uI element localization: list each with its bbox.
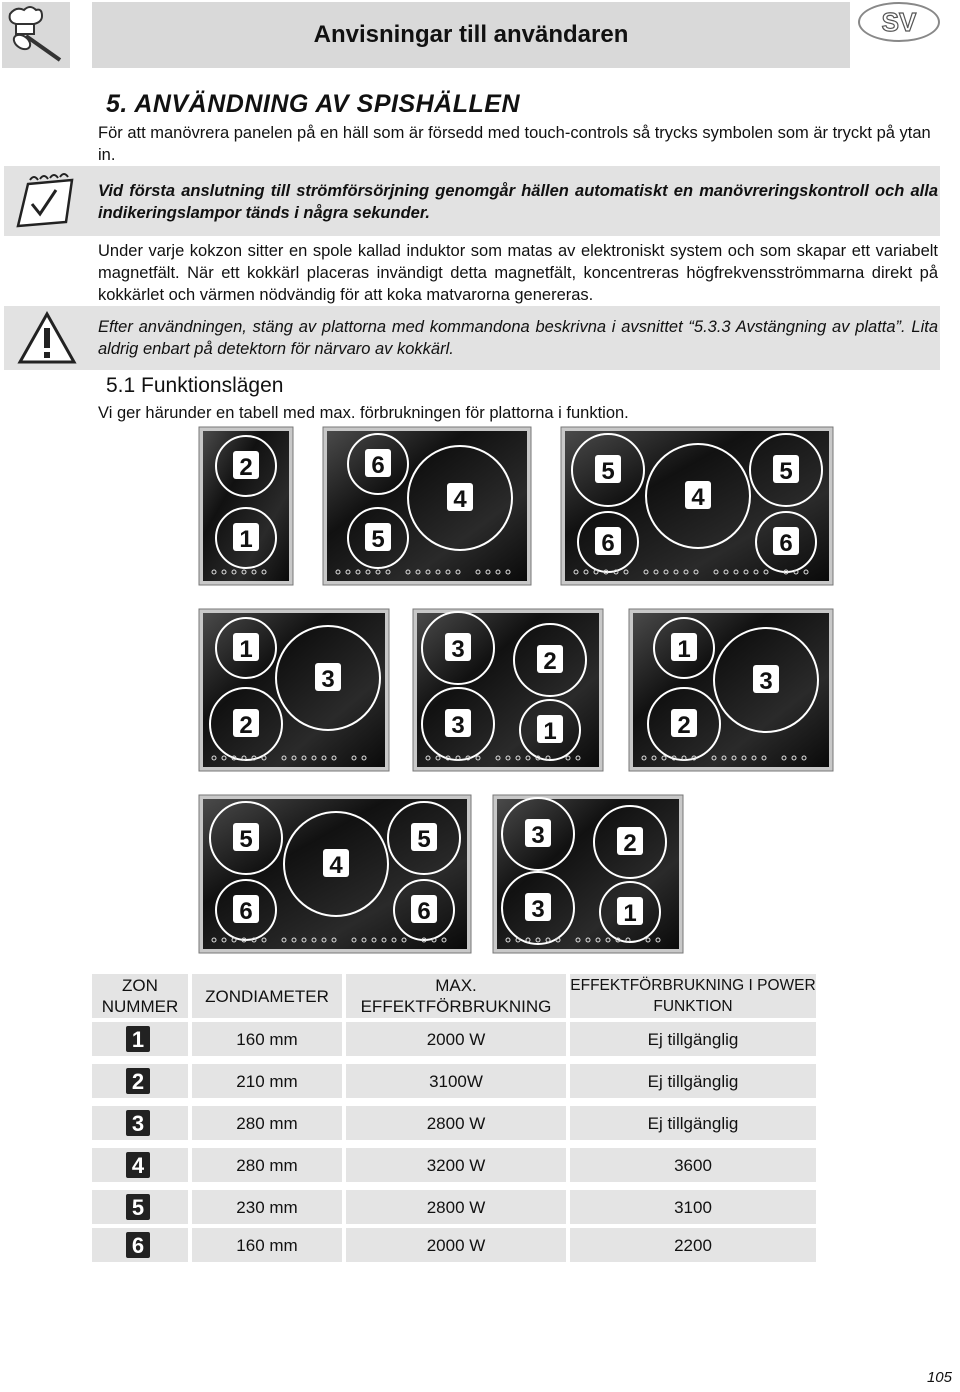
zone-number: 3 (759, 668, 773, 695)
zone-number: 5 (239, 826, 253, 853)
table-cell-diameter: 280 mm (192, 1106, 342, 1140)
zone-number: 1 (623, 900, 637, 927)
table-zone-cell (92, 1190, 188, 1224)
table-cell-power: 2200 (570, 1228, 816, 1262)
hob-diagram (560, 426, 834, 586)
table-cell-power: Ej tillgänglig (570, 1064, 816, 1098)
zone-number: 1 (239, 636, 253, 663)
table-cell-power: Ej tillgänglig (570, 1022, 816, 1056)
hob-diagram (492, 794, 684, 954)
zone-number-badge: 3 (126, 1110, 150, 1136)
table-zone-cell (92, 1148, 188, 1182)
zone-number: 2 (239, 454, 253, 481)
zone-number: 5 (779, 458, 793, 485)
hob-diagram (412, 608, 604, 772)
table-cell-max: 3100W (346, 1064, 566, 1098)
zone-number: 4 (691, 484, 705, 511)
zone-number: 6 (239, 898, 253, 925)
zone-number-badge: 5 (126, 1194, 150, 1220)
section-title: 5. ANVÄNDNING AV SPISHÄLLEN (106, 90, 521, 118)
zone-number: 3 (531, 822, 545, 849)
zone-number: 6 (417, 898, 431, 925)
chef-spoon-icon (2, 2, 70, 68)
zone-number: 3 (451, 636, 465, 663)
zone-number: 2 (623, 830, 637, 857)
first-connection-note: Vid första anslutning till strömförsörjning genomgår hällen automatiskt en manövreringskontroll och alla indikeringslampor tänds i några sekunder. (98, 182, 938, 222)
table-cell-max: 2000 W (346, 1022, 566, 1056)
table-cell-max: 3200 W (346, 1148, 566, 1182)
table-header-cell: EFFEKTFÖRBRUKNING I POWER FUNKTION (570, 974, 816, 1018)
hob-diagram (322, 426, 532, 586)
table-header-cell: ZON NUMMER (92, 974, 188, 1018)
language-badge: SV (858, 2, 940, 42)
warning-text: Efter användningen, stäng av plattorna med kommandona beskrivna i avsnittet “5.3.3 Avstängning av platta”. Lita aldrig enbart på detektorn för närvaro av kokkärl. (98, 318, 938, 358)
zone-number-badge: 2 (126, 1068, 150, 1094)
zone-number-badge: 6 (126, 1232, 150, 1258)
table-cell-power: 3600 (570, 1148, 816, 1182)
zone-number-badge: 1 (126, 1026, 150, 1052)
table-cell-diameter: 210 mm (192, 1064, 342, 1098)
zone-number: 2 (677, 712, 691, 739)
zone-number: 6 (601, 530, 615, 557)
zone-number: 4 (329, 852, 343, 879)
zone-number: 5 (371, 526, 385, 553)
page-number: 105 (926, 1369, 952, 1386)
subsection-title: 5.1 Funktionslägen (106, 374, 284, 397)
subsection-intro: Vi ger härunder en tabell med max. förbrukningen för plattorna i funktion. (98, 404, 629, 422)
logo-box (2, 2, 70, 68)
zone-number: 6 (371, 452, 385, 479)
hob-diagram (628, 608, 834, 772)
table-header-cell: MAX. EFFEKTFÖRBRUKNING (346, 974, 566, 1018)
table-cell-diameter: 280 mm (192, 1148, 342, 1182)
induction-body-text: Under varje kokzon sitter en spole kallad induktor som matas av elektroniskt system och som skapar ett variabelt magnetfält. När ett kokkärl placeras invändigt detta magnetfält, koncentreras högfrekvensströmmarna direkt på kokkärlet och värmen nödvändig för att koka matvarorna genereras. (98, 242, 938, 304)
zone-number: 3 (531, 896, 545, 923)
table-header-cell: ZONDIAMETER (192, 974, 342, 1018)
zone-number: 3 (321, 666, 335, 693)
table-cell-power: Ej tillgänglig (570, 1106, 816, 1140)
zone-number-badge: 4 (126, 1152, 150, 1178)
table-zone-cell (92, 1064, 188, 1098)
zone-number: 2 (239, 712, 253, 739)
table-cell-power: 3100 (570, 1190, 816, 1224)
hob-diagram (198, 608, 390, 772)
notepad-check-icon (14, 170, 76, 232)
zone-number: 2 (543, 648, 557, 675)
hob-diagram (198, 426, 294, 586)
zone-number: 5 (417, 826, 431, 853)
table-cell-diameter: 160 mm (192, 1022, 342, 1056)
table-zone-cell (92, 1022, 188, 1056)
zone-number: 1 (543, 718, 557, 745)
intro-text: För att manövrera panelen på en häll som är försedd med touch-controls så trycks symbolen som är tryckt på ytan in. (98, 124, 931, 164)
zone-number: 5 (601, 458, 615, 485)
table-zone-cell (92, 1106, 188, 1140)
hob-diagram (198, 794, 472, 954)
table-cell-diameter: 160 mm (192, 1228, 342, 1262)
table-cell-max: 2000 W (346, 1228, 566, 1262)
table-cell-max: 2800 W (346, 1190, 566, 1224)
zone-number: 1 (677, 636, 691, 663)
zone-number: 6 (779, 530, 793, 557)
page-title: Anvisningar till användaren (92, 2, 850, 68)
zone-number: 3 (451, 712, 465, 739)
table-zone-cell (92, 1228, 188, 1262)
table-cell-max: 2800 W (346, 1106, 566, 1140)
warning-triangle-icon (16, 310, 78, 366)
table-cell-diameter: 230 mm (192, 1190, 342, 1224)
zone-number: 1 (239, 526, 253, 553)
zone-number: 4 (453, 486, 467, 513)
